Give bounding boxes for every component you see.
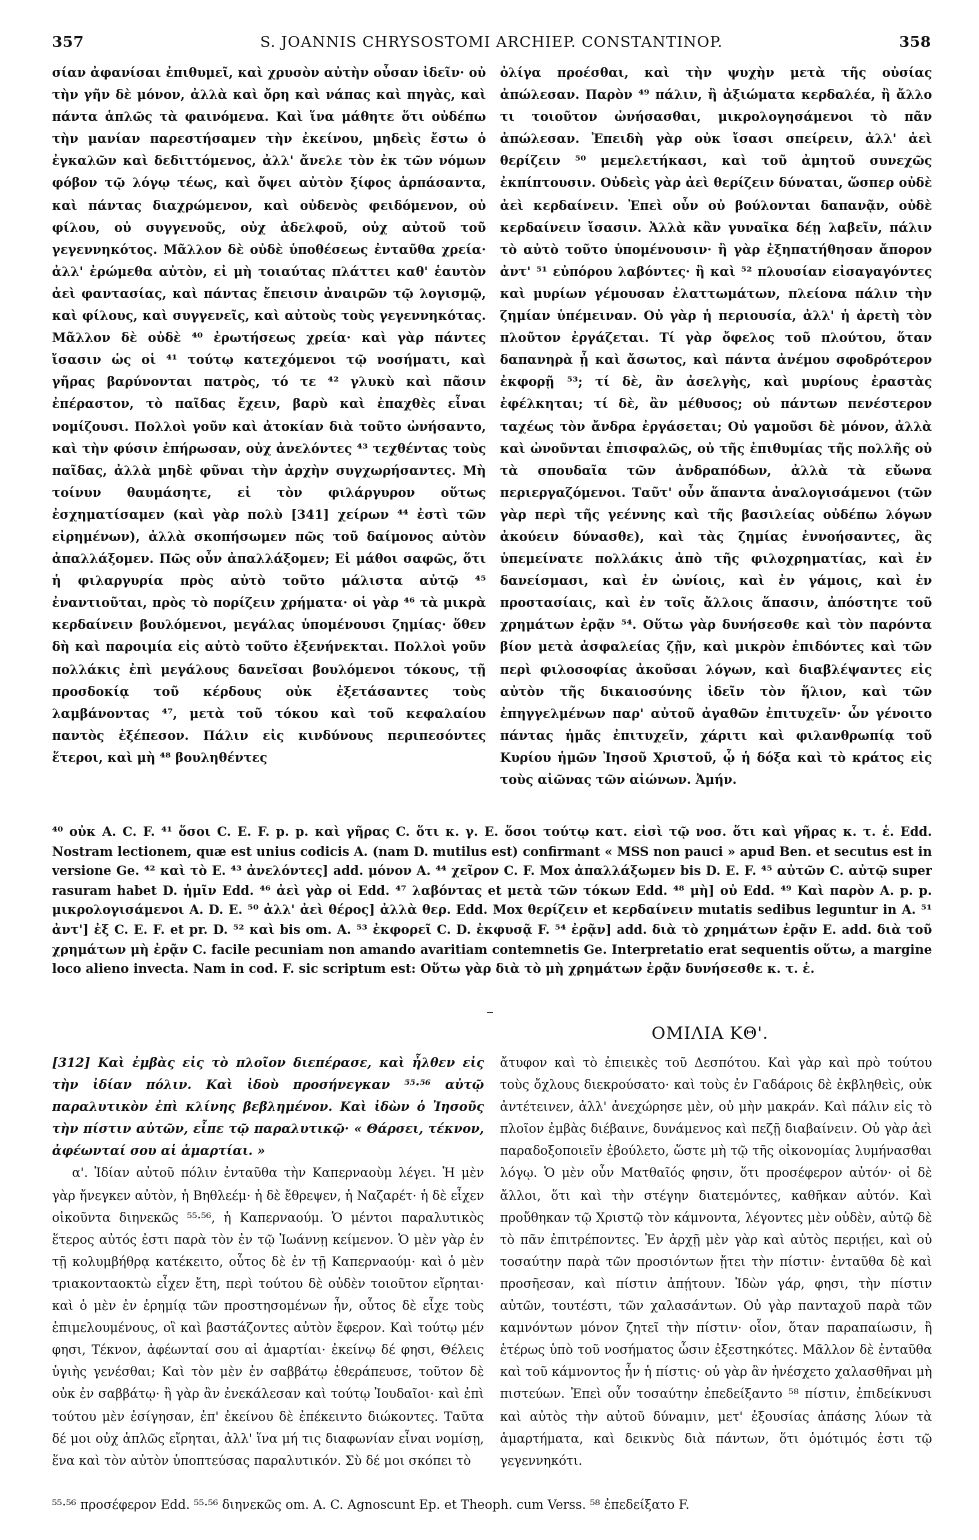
bottom-right-text: ἄτυφον καὶ τὸ ἐπιεικὲς τοῦ Δεσπότου. Καὶ γὰρ καὶ πρὸ τούτου τοὺς ὄχλους διεκρούσατο· καὶ τοὺς ἐν Γαδάροις δὲ ἐκβληθεὶς, οὐκ ἀντέτεινεν, ἀλλ' ἀνεχώρησε μὲν, οὐ μὴν μακράν. Καὶ πάλιν εἰς τὸ πλοῖον ἐμβὰς διέβαινε, δυνάμενος καὶ πεζῇ διαβαίνειν. Οὐ γὰρ ἀεὶ παραδοξοποιεῖν ἐβούλετο, ὥστε μὴ τῷ τῆς οἰκονομίας λυμήνασθαι λόγῳ. Ὁ μὲν οὖν Ματθαῖός φησιν, ὅτι προσέφερον αὐτόν· οἱ δὲ ἄλλοι, ὅτι καὶ τὴν στέγην διατεμόντες, καθῆκαν αὐτόν. Καὶ προὔθηκαν τῷ Χριστῷ τὸν κάμνοντα, λέγοντες μὲν οὐδὲν, αὐτῷ δὲ τὸ πᾶν ἐπιτρέποντες. Ἐν ἀρχῇ μὲν γὰρ καὶ αὐτὸς περιῄει, καὶ οὐ τοσαύτην παρὰ τῶν προσιόντων ᾔτει τὴν πίστιν· ἐνταῦθα δὲ καὶ προσῆεσαν, καὶ πίστιν ἀπῄτουν. Ἰδὼν γάρ, φησι, τὴν πίστιν αὐτῶν, τουτέστι, τῶν χαλασάντων. Οὐ γὰρ πανταχοῦ παρὰ τῶν καμνόντων μόνον ζητεῖ τὴν πίστιν· οἷον, ὅταν παραπαίωσιν, ἢ ἑτέρως ὑπὸ τοῦ νοσήματος ὦσιν ἐξεστηκότες. Μᾶλλον δὲ ἐνταῦθα καὶ τοῦ κάμνοντος ἦν ἡ πίστις· οὐ γὰρ ἂν ἠνέσχετο χαλασθῆναι μὴ πιστεύων. Ἐπεὶ οὖν τοσαύτην ἐπεδείξαντο ⁵⁸ πίστιν, ἐπιδείκνυσι καὶ αὐτὸς τὴν αὐτοῦ δύναμιν, μετ' ἐξουσίας ἁπάσης λύων τὰ ἁμαρτήματα, καὶ δεικνὺς διὰ πάντων, ὅτι ὁμότιμός ἐστι τῷ γεγεννηκότι. — [500, 1055, 932, 1468]
top-left-text: σίαν ἀφανίσαι ἐπιθυμεῖ, καὶ χρυσὸν αὐτὴν οὖσαν ἰδεῖν· οὐ τὴν γῆν δὲ μόνον, ἀλλὰ καὶ ὄρη καὶ νάπας καὶ πηγὰς, καὶ πάντα ἁπλῶς τὰ φαινόμενα. Καὶ ἵνα μάθητε ὅτι οὐδέπω τὴν μανίαν παρεστήσαμεν τὴν ἐκείνου, μηδεὶς ἔστω ὁ ἐγκαλῶν καὶ δεδιττόμενος, ἀλλ' ἄνελε τὸν ἐκ τῶν νόμων φόβον τῷ λόγῳ τέως, καὶ ὄψει αὐτὸν ξίφος ἁρπάσαντα, καὶ πάντας διαχρώμενον, καὶ οὐδενὸς φειδόμενον, οὐ φίλου, οὐ συγγενοῦς, οὐχ ἀδελφοῦ, οὐχ αὐτοῦ τοῦ γεγεννηκότος. Μᾶλλον δὲ οὐδὲ ὑποθέσεως ἐνταῦθα χρεία· ἀλλ' ἐρώμεθα αὐτὸν, εἰ μὴ τοιαύτας πλάττει καθ' ἑαυτὸν ἀεὶ φαντασίας, καὶ πάντας ἔπεισιν ἀναιρῶν τῷ λογισμῷ, καὶ φίλους, καὶ συγγενεῖς, καὶ αὐτοὺς τοὺς γεγεννηκότας. Μᾶλλον δὲ οὐδὲ ⁴⁰ ἐρωτήσεως χρεία· καὶ γὰρ πάντες ἴσασιν ὡς οἱ ⁴¹ τούτῳ κατεχόμενοι τῷ νοσήματι, καὶ γῆρας βαρύνονται πατρὸς, τό τε ⁴² γλυκὺ καὶ πᾶσιν ἐπέραστον, τὸ παῖδας ἔχειν, βαρὺ καὶ ἐπαχθὲς εἶναι νομίζουσι. Πολλοὶ γοῦν καὶ ἀτοκίαν διὰ τοῦτο ὠνήσαντο, καὶ τὴν φύσιν ἐπήρωσαν, οὐχ ἀνελόντες ⁴³ τεχθέντας τοὺς παῖδας, ἀλλὰ μηδὲ φῦναι τὴν ἀρχὴν συγχωρήσαντες. Μὴ τοίνυν θαυμάσητε, εἰ τὸν φιλάργυρον οὕτως ἐσχηματίσαμεν (καὶ γὰρ πολὺ [341] χείρων ⁴⁴ ἐστὶ τῶν εἰρημένων), ἀλλὰ σκοπήσωμεν πῶς τοῦ δαίμονος αὐτὸν ἀπαλλάξομεν. Πῶς οὖν ἀπαλλάξομεν; Εἰ μάθοι σαφῶς, ὅτι ἡ φιλαργυρία πρὸς αὐτὸ τοῦτο μάλιστα αὐτῷ ⁴⁵ ἐναντιοῦται, πρὸς τὸ πορίζειν χρήματα· οἱ γὰρ ⁴⁶ τὰ μικρὰ κερδαίνειν βουλόμενοι, μεγάλας ὑπομένουσι ζημίας· ὅθεν δὴ καὶ παροιμία εἰς αὐτὸ τοῦτο ἐξενήνεκται. Πολλοὶ γοῦν πολλάκις ἐπὶ μεγάλους δανεῖσαι βουλόμενοι τόκους, τῇ προσδοκίᾳ τοῦ κέρδους οὐκ ἐξετάσαντες τοὺς λαμβάνοντας ⁴⁷, μετὰ τοῦ τόκου καὶ τοῦ κεφαλαίου παντὸς ἐξέπεσον. Πάλιν εἰς κινδύνους περιπεσόντες ἕτεροι, καὶ μὴ ⁴⁸ βουληθέντες — [52, 65, 486, 765]
footnotes-top — [52, 822, 932, 1012]
running-title: S. JOANNIS CHRYSOSTOMI ARCHIEP. CONSTANTINOP. — [260, 33, 723, 51]
top-left-column — [52, 62, 486, 814]
running-header — [52, 33, 931, 57]
bottom-left-text: α'. Ἰδίαν αὐτοῦ πόλιν ἐνταῦθα τὴν Καπερναοὺμ λέγει. Ἡ μὲν γὰρ ἤνεγκεν αὐτὸν, ἡ Βηθλεέμ· ἡ δὲ ἔθρεψεν, ἡ Ναζαρέτ· ἡ δὲ εἶχεν οἰκοῦντα διηνεκῶς ⁵⁵·⁵⁶, ἡ Καπερναούμ. Ὁ μέντοι παραλυτικὸς ἕτερος αὐτός ἐστι παρὰ τὸν ἐν τῷ Ἰωάννῃ κείμενον. Ὁ μὲν γὰρ ἐν τῇ κολυμβήθρᾳ κατέκειτο, οὗτος δὲ ἐν τῇ Καπερναούμ· καὶ ὁ μὲν τριακονταοκτὼ εἶχεν ἔτη, περὶ τούτου δὲ οὐδὲν τοιοῦτον εἴρηται· καὶ ὁ μὲν ἐν ἐρημίᾳ τῶν προστησομένων ἦν, οὗτος δὲ εἶχε τοὺς ἐπιμελουμένους, οἳ καὶ βαστάζοντες αὐτὸν ἔφερον. Καὶ τούτῳ μέν φησι, Τέκνον, ἀφέωνταί σου αἱ ἁμαρτίαι· ἐκείνῳ δέ φησι, Θέλεις ὑγιὴς γενέσθαι; Καὶ τὸν μὲν ἐν σαββάτῳ ἐθεράπευσε, τοῦτον δὲ οὐκ ἐν σαββάτῳ· ἢ γὰρ ἂν ἐνεκάλεσαν καὶ τούτῳ Ἰουδαῖοι· καὶ ἐπὶ τούτου μὲν ἐσίγησαν, ἐπ' ἐκείνου δὲ ἐπέκειντο διώκοντες. Ταῦτα δέ μοι οὐχ ἁπλῶς εἴρηται, ἀλλ' ἵνα μή τις διαφωνίαν εἶναι νομίσῃ, ἕνα καὶ τὸν αὐτὸν ὑποπτεύσας παραλυτικόν. Σὺ δέ μοι σκόπει τὸ — [52, 1165, 484, 1468]
footnotes-bottom: ⁵⁵·⁵⁶ προσέφερον Edd. ⁵⁵·⁵⁶ διηνεκῶς om. A. C. Agnoscunt Ep. et Theoph. cum Verss. ⁵⁸ ἐπεδείξατο F. — [52, 1497, 690, 1512]
top-right-text: ὀλίγα προέσθαι, καὶ τὴν ψυχὴν μετὰ τῆς οὐσίας ἀπώλεσαν. Παρὸν ⁴⁹ πάλιν, ἢ ἀξιώματα κερδαλέα, ἢ ἄλλο τι τοιοῦτον ὠνήσασθαι, μικρολογησάμενοι τὸ πᾶν ἀπώλεσαν. Ἐπειδὴ γὰρ οὐκ ἴσασι σπείρειν, ἀλλ' ἀεὶ θερίζειν ⁵⁰ μεμελετήκασι, καὶ τοῦ ἀμητοῦ συνεχῶς ἐκπίπτουσιν. Οὐδεὶς γὰρ ἀεὶ θερίζειν δύναται, ὥσπερ οὐδὲ ἀεὶ κερδαίνειν. Ἐπεὶ οὖν οὐ βούλονται δαπανᾷν, οὐδὲ κερδαίνειν ἴσασιν. Ἀλλὰ κἂν γυναῖκα δέῃ λαβεῖν, πάλιν τὸ αὐτὸ τοῦτο ὑπομένουσιν· ἢ γὰρ ἐξηπατήθησαν ἄπορον ἀντ' ⁵¹ εὐπόρου λαβόντες· ἢ καὶ ⁵² πλουσίαν εἰσαγαγόντες καὶ μυρίων γέμουσαν ἐλαττωμάτων, πλείονα πάλιν τὴν ζημίαν ὑπέμειναν. Οὐ γὰρ ἡ περιουσία, ἀλλ' ἡ ἀρετὴ τὸν πλοῦτον ἐργάζεται. Τί γὰρ ὄφελος τοῦ πλούτου, ὅταν δαπανηρὰ ᾖ καὶ ἄσωτος, καὶ πάντα ἀνέμου σφοδρότερον ἐκφορῇ ⁵³; τί δὲ, ἂν ἀσελγὴς, καὶ μυρίους ἐραστὰς ἐφέλκηται; τί δὲ, ἂν μέθυσος; οὐ πάντων πενέστερον ταχέως τὸν ἄνδρα ἐργάσεται; Οὐ γαμοῦσι δὲ μόνον, ἀλλὰ καὶ ὠνοῦνται ἐπισφαλῶς, οὐ τῆς ἐπιθυμίας τῆς πολλῆς οὐ τὰ σπουδαῖα τῶν ἀνδραπόδων, ἀλλὰ τὰ εὔωνα περιεργαζόμενοι. Ταῦτ' οὖν ἅπαντα ἀναλογισάμενοι (τῶν γὰρ περὶ τῆς γεέννης καὶ τῆς βασιλείας οὐδέπω λόγων ἀκούειν δύνασθε), καὶ τὰς ζημίας ἐννοήσαντες, ἃς ὑπεμείνατε πολλάκις ἀπὸ τῆς φιλοχρηματίας, καὶ ἐν δανείσμασι, καὶ ἐν ὠνίοις, καὶ ἐν γάμοις, καὶ ἐν προστασίαις, καὶ ἐν τοῖς ἄλλοις ἅπασιν, ἀπόστητε τοῦ χρημάτων ἐρᾷν ⁵⁴. Οὕτω γὰρ δυνήσεσθε καὶ τὸν παρόντα βίον μετὰ ἀσφαλείας ζῇν, καὶ μικρὸν ἐπιδόντες καὶ τῶν περὶ φιλοσοφίας ἀκοῦσαι λόγων, καὶ διαβλέψαντες εἰς αὐτὸν τῆς δικαιοσύνης ἰδεῖν τὸν ἥλιον, καὶ τῶν ἐπηγγελμένων παρ' αὐτοῦ ἀγαθῶν ἐπιτυχεῖν· ὧν γένοιτο πάντας ἡμᾶς ἐπιτυχεῖν, χάριτι καὶ φιλανθρωπίᾳ τοῦ Κυρίου ἡμῶν Ἰησοῦ Χριστοῦ, ᾧ ἡ δόξα καὶ τὸ κράτος εἰς τοὺς αἰῶνας τῶν αἰώνων. Ἀμήν. — [500, 65, 932, 787]
scripture-lemma: [312] Καὶ ἐμβὰς εἰς τὸ πλοῖον διεπέρασε, καὶ ἦλθεν εἰς τὴν ἰδίαν πόλιν. Καὶ ἰδοὺ προσήνεγκαν ⁵⁵·⁵⁶ αὐτῷ παραλυτικὸν ἐπὶ κλίνης βεβλημένον. Καὶ ἰδὼν ὁ Ἰησοῦς τὴν πίστιν αὐτῶν, εἶπε τῷ παραλυτικῷ· « Θάρσει, τέκνον, ἀφέωνταί σου αἱ ἁμαρτίαι. » — [52, 1055, 484, 1159]
top-right-column — [500, 62, 932, 814]
footnotes-top-text: ⁴⁰ οὐκ A. C. F. ⁴¹ ὅσοι C. E. F. p. p. καὶ γῆρας C. ὅτι κ. γ. E. ὅσοι τούτῳ κατ. εἰσὶ τῷ νοσ. ὅτι καὶ γῆρας κ. τ. ἑ. Edd. Nostram lectionem, quæ est unius codicis A. (nam D. mutilus est) confirmant « MSS non pauci » apud Ben. et secutus est in versione Ge. ⁴² καὶ τὸ E. ⁴³ ἀνελόντες] add. μόνον A. ⁴⁴ χεῖρον C. F. Mox ἀπαλλάξωμεν bis D. E. F. ⁴⁵ αὐτῶν C. αὐτῷ super rasuram habet D. ἡμῖν Edd. ⁴⁶ ἀεὶ γὰρ οἱ Edd. ⁴⁷ λαβόντας et μετὰ τῶν τόκων Edd. ⁴⁸ μὴ] οὐ Edd. ⁴⁹ Καὶ παρὸν A. p. p. μικρολογισάμενοι A. D. E. ⁵⁰ ἀλλ' ἀεὶ θέρος] ἀλλὰ θερ. Edd. Mox θερίζειν et κερδαίνειν mutatis sedibus leguntur in A. ⁵¹ ἀντ'] ἐξ C. E. F. et pr. D. ⁵² καὶ bis om. A. ⁵³ ἐκφορεῖ C. D. ἐκφυσᾷ F. ⁵⁴ ἐρᾷν] add. διὰ τὸ χρημάτων ἐρᾷν E. add. διὰ τοῦ χρημάτων μὴ ἐρᾷν C. facile pecuniam non amando avaritiam contemnetis Ge. Interpretatio erat sequentis οὕτω, a margine loco alieno invecta. Nam in cod. F. sic scriptum est: Οὕτω γὰρ διὰ τὸ μὴ χρημάτων ἐρᾷν δυνήσεσθε κ. τ. ἑ. — [52, 824, 932, 977]
bottom-left-column — [52, 1052, 484, 1482]
bottom-right-column — [500, 1052, 932, 1482]
section-divider — [487, 1012, 493, 1013]
right-page-number: 358 — [899, 33, 931, 51]
homily-title: ΟΜΙΛΙΑ ΚΘ'. — [651, 1024, 769, 1044]
left-page-number: 357 — [52, 33, 84, 51]
